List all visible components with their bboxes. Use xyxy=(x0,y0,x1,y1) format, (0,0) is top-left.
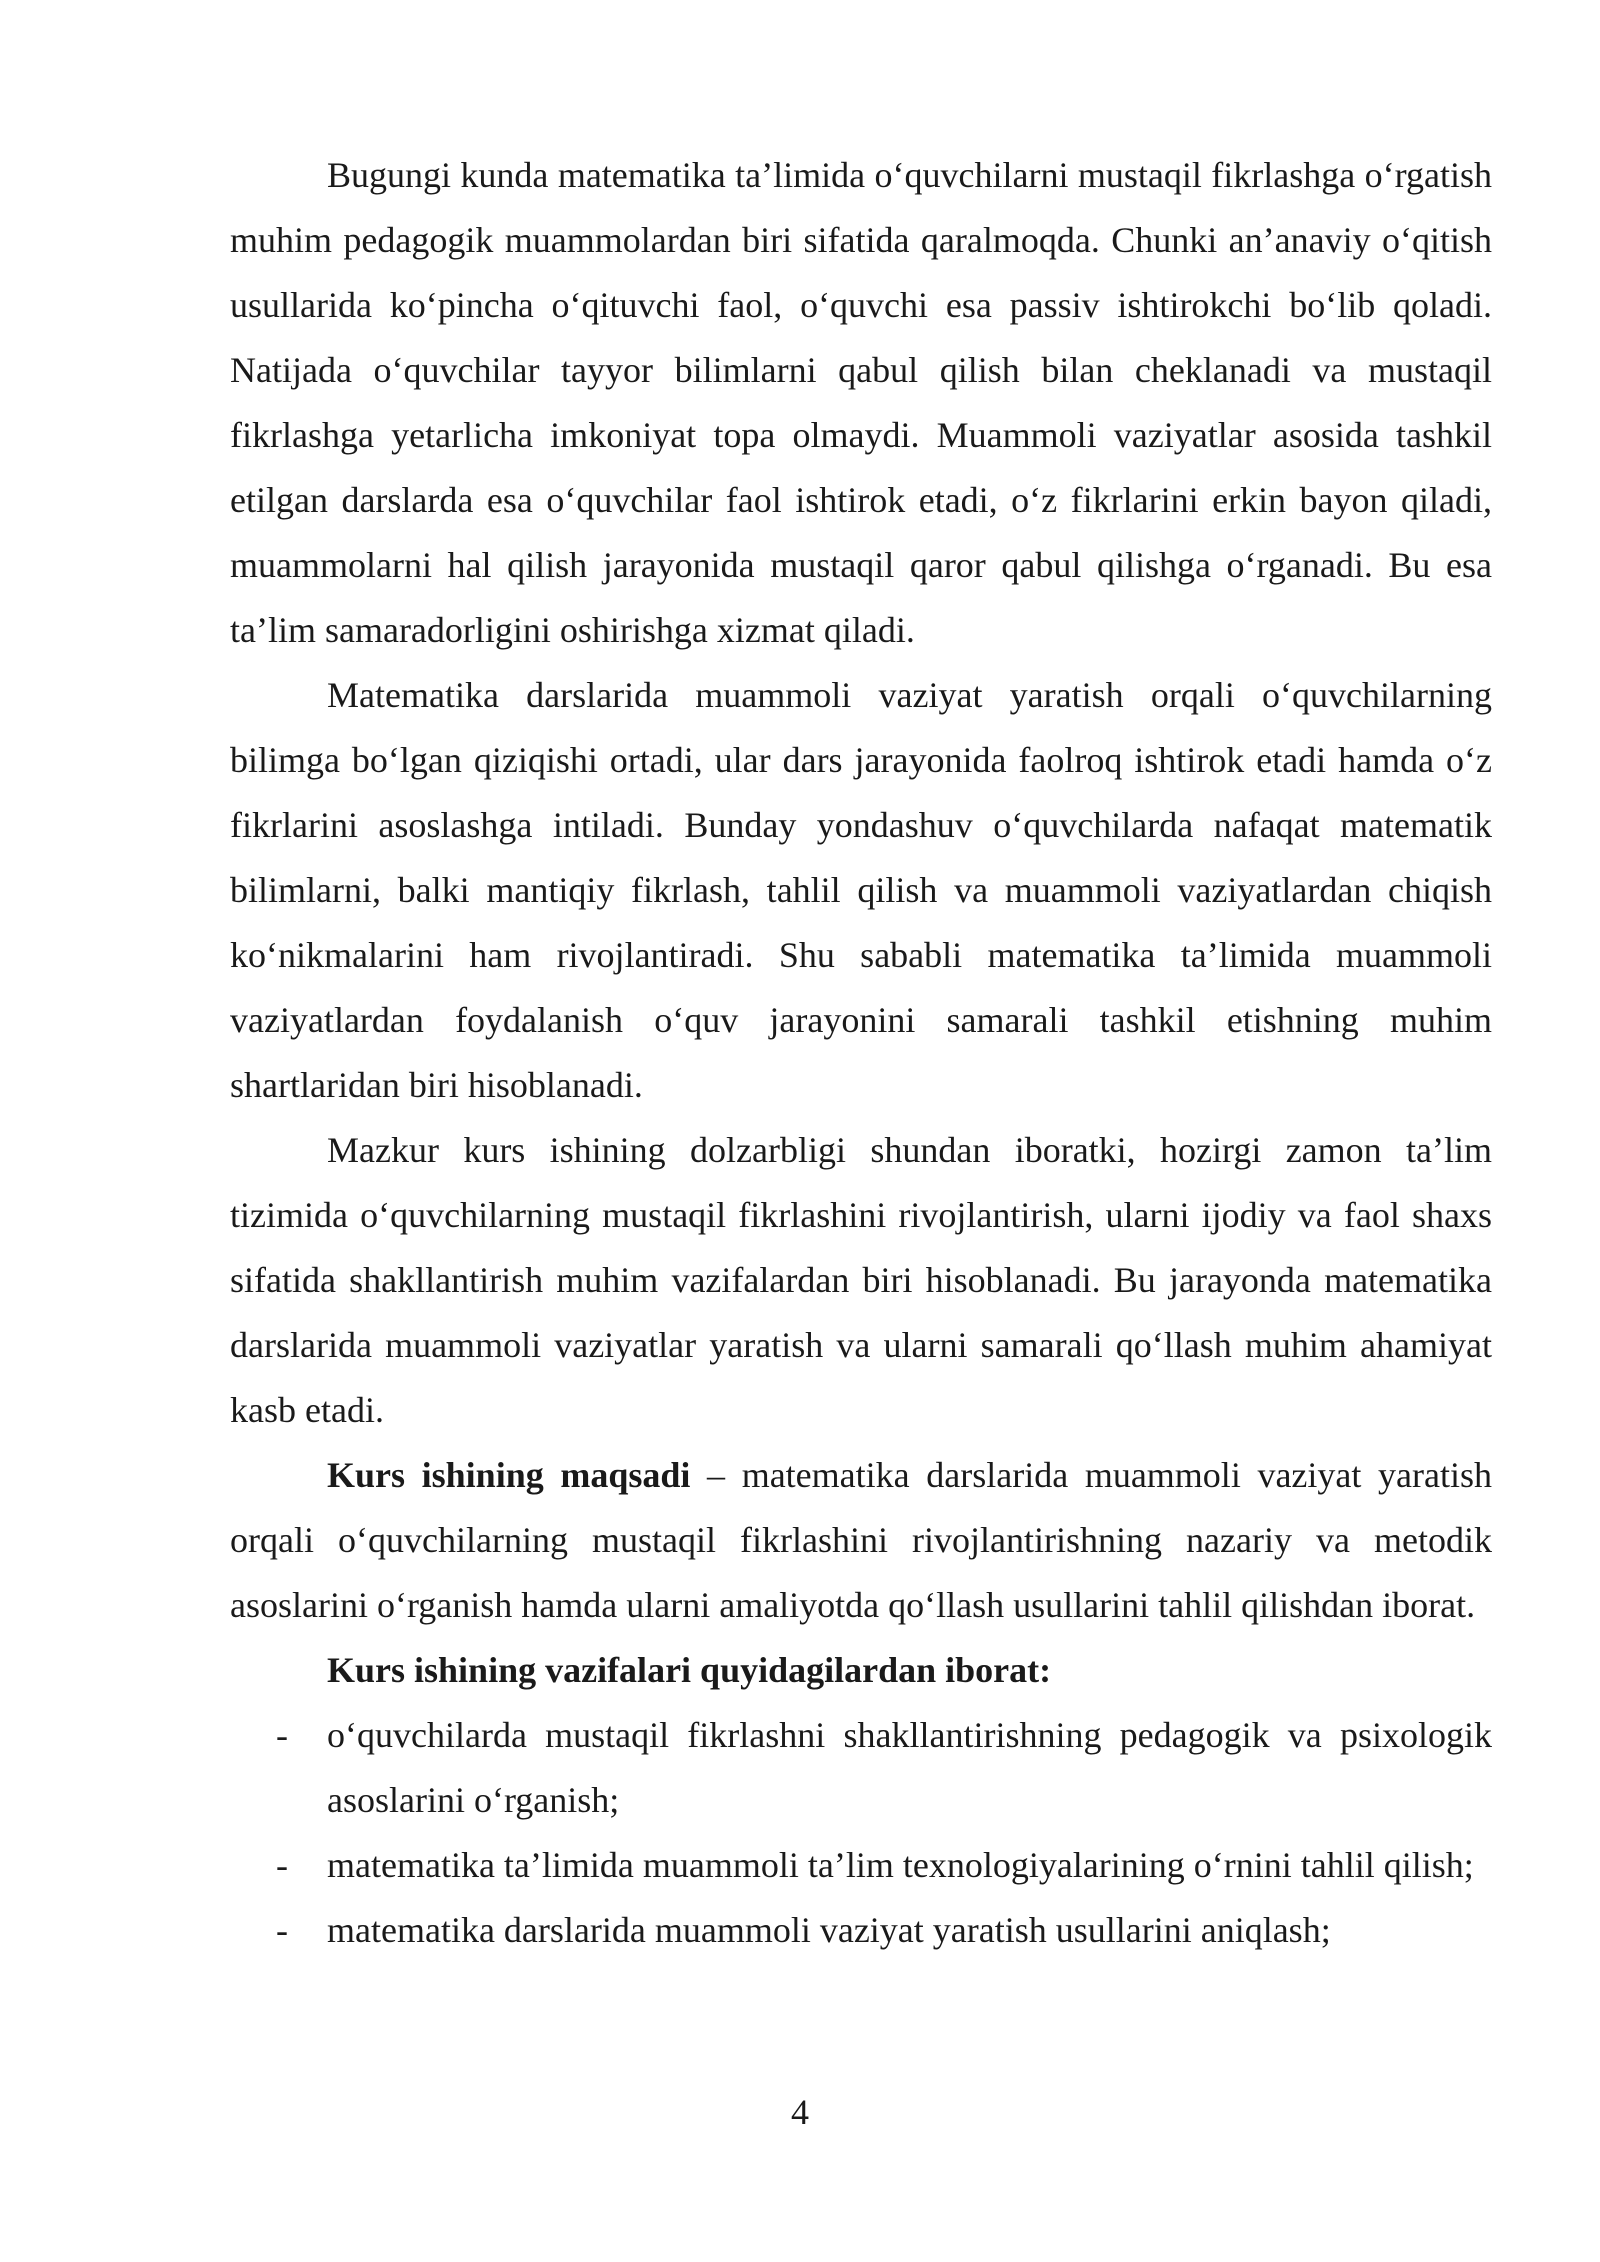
paragraph-goal xyxy=(230,1443,1492,1638)
paragraph-interest: Matematika darslarida muammoli vaziyat yaratish orqali o‘quvchilarning bilimga bo‘lgan qiziqishi ortadi, ular dars jarayonida faolroq ishtirok etadi hamda o‘z fikrlarini asoslashga intiladi. Bunday yondashuv o‘quvchilarda nafaqat matematik bilimlarni, balki mantiqiy fikrlash, tahlil qilish va muammoli vaziyatlardan chiqish ko‘nikmalarini ham rivojlantiradi. Shu sababli matematika ta’limida muammoli vaziyatlardan foydalanish o‘quv jarayonini samarali tashkil etishning muhim shartlaridan biri hisoblanadi. xyxy=(230,675,1492,1105)
task-item xyxy=(230,1898,1492,1963)
goal-text: – matematika darslarida muammoli vaziyat yaratish orqali o‘quvchilarning mustaqil fikrlashini rivojlantirishning nazariy va metodik asoslarini o‘rganish hamda ularni amaliyotda qo‘llash usullarini tahlil qilishdan iborat. xyxy=(230,1455,1492,1625)
task-item xyxy=(230,1833,1492,1898)
goal-lead: Kurs ishining maqsadi xyxy=(327,1455,691,1495)
dash-bullet: - xyxy=(276,1910,288,1950)
task-text: matematika ta’limida muammoli ta’lim texnologiyalarining o‘rnini tahlil qilish; xyxy=(327,1845,1474,1885)
tasks-list xyxy=(230,1703,1492,1963)
paragraph-introduction: Bugungi kunda matematika ta’limida o‘quvchilarni mustaqil fikrlashga o‘rgatish muhim pedagogik muammolardan biri sifatida qaralmoqda. Chunki an’anaviy o‘qitish usullarida ko‘pincha o‘qituvchi faol, o‘quvchi esa passiv ishtirokchi bo‘lib qoladi. Natijada o‘quvchilar tayyor bilimlarni qabul qilish bilan cheklanadi va mustaqil fikrlashga yetarlicha imkoniyat topa olmaydi. Muammoli vaziyatlar asosida tashkil etilgan darslarda esa o‘quvchilar faol ishtirok etadi, o‘z fikrlarini erkin bayon qiladi, muammolarni hal qilish jarayonida mustaqil qaror qabul qilishga o‘rganadi. Bu esa ta’lim samaradorligini oshirishga xizmat qiladi. xyxy=(230,155,1492,650)
dash-bullet: - xyxy=(276,1845,288,1885)
dash-bullet: - xyxy=(276,1715,288,1755)
paragraph-relevance: Mazkur kurs ishining dolzarbligi shundan iboratki, hozirgi zamon ta’lim tizimida o‘quvchilarning mustaqil fikrlashini rivojlantirish, ularni ijodiy va faol shaxs sifatida shakllantirish muhim vazifalardan biri hisoblanadi. Bu jarayonda matematika darslarida muammoli vaziyatlar yaratish va ularni samarali qo‘llash muhim ahamiyat kasb etadi. xyxy=(230,1130,1492,1430)
task-text: o‘quvchilarda mustaqil fikrlashni shakllantirishning pedagogik va psixologik asoslarini o‘rganish; xyxy=(327,1715,1492,1820)
task-item xyxy=(230,1703,1492,1833)
task-text: matematika darslarida muammoli vaziyat yaratish usullarini aniqlash; xyxy=(327,1910,1331,1950)
tasks-heading: Kurs ishining vazifalari quyidagilardan iborat: xyxy=(327,1650,1052,1690)
body-text xyxy=(230,143,1492,1963)
page-number: 4 xyxy=(791,2092,809,2132)
